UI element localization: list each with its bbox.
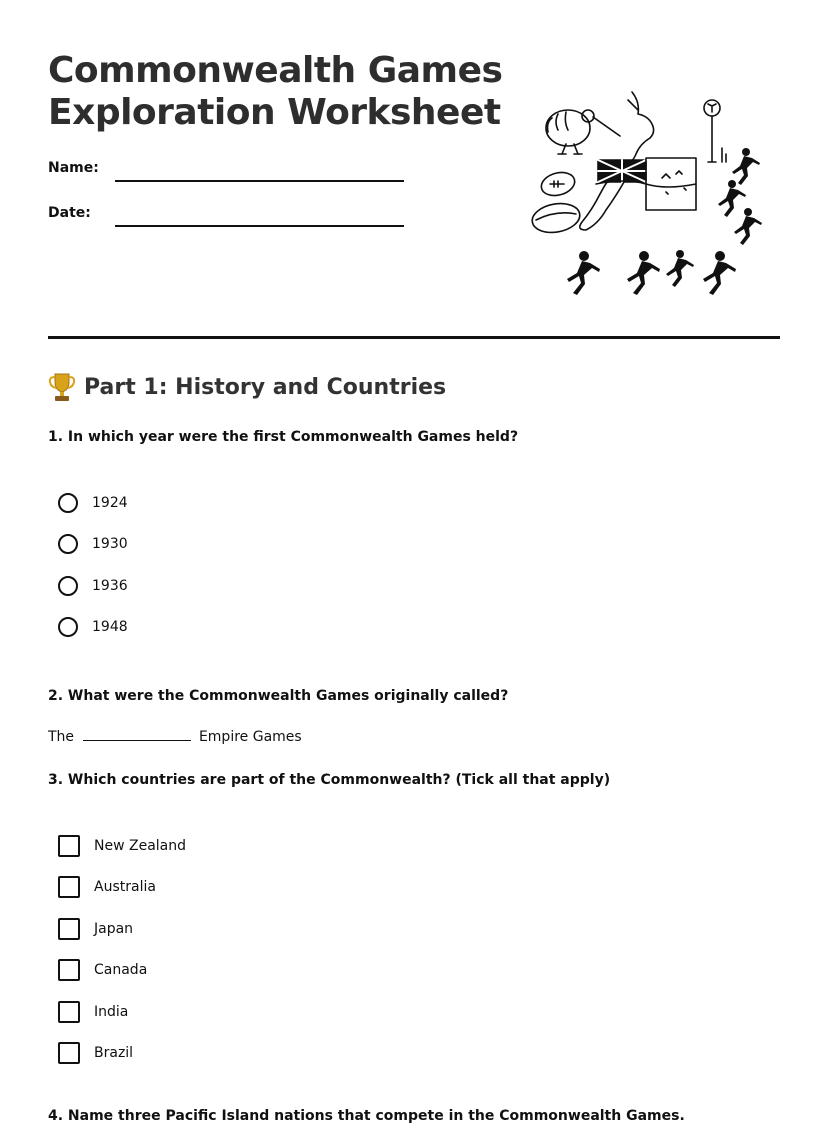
section-heading-label: Part 1: History and Countries — [84, 374, 447, 400]
trophy-icon — [48, 372, 76, 402]
section-heading — [48, 372, 446, 402]
title-line-1: Commonwealth Games — [48, 50, 503, 91]
radio-button[interactable] — [58, 617, 78, 637]
date-label: Date: — [48, 205, 91, 221]
q3-option[interactable] — [58, 959, 147, 981]
option-label: 1924 — [92, 495, 128, 511]
soccer-ball-icon — [704, 100, 726, 162]
blank-prefix: The — [48, 729, 75, 745]
map-icon — [580, 92, 696, 230]
blank-input[interactable] — [83, 728, 191, 741]
q1-option[interactable] — [58, 617, 128, 637]
q1-option[interactable] — [58, 493, 128, 513]
checkbox[interactable] — [58, 835, 80, 857]
checkbox[interactable] — [58, 876, 80, 898]
q3-option[interactable] — [58, 1001, 128, 1023]
option-label: 1948 — [92, 619, 128, 635]
rugby-ball-icon — [530, 169, 582, 236]
question-2: 2. What were the Commonwealth Games originally called? — [48, 688, 509, 704]
q3-option[interactable] — [58, 1042, 133, 1064]
radio-button[interactable] — [58, 493, 78, 513]
blank-suffix: Empire Games — [198, 729, 302, 745]
title-line-2: Exploration Worksheet — [48, 92, 501, 133]
fill-in-blank — [48, 728, 302, 745]
question-1: 1. In which year were the first Commonwealth Games held? — [48, 429, 519, 445]
date-field[interactable] — [115, 225, 404, 227]
option-label: Japan — [94, 921, 134, 937]
q1-option[interactable] — [58, 534, 128, 554]
option-label: Australia — [94, 879, 156, 895]
page-title — [48, 50, 502, 134]
section-divider — [48, 336, 780, 339]
question-4: 4. Name three Pacific Island nations that compete in the Commonwealth Games. — [48, 1108, 685, 1124]
checkbox[interactable] — [58, 1042, 80, 1064]
option-label: 1930 — [92, 536, 128, 552]
kiwi-bird-icon — [546, 110, 620, 154]
runner-icons — [567, 148, 762, 295]
radio-button[interactable] — [58, 534, 78, 554]
q1-option[interactable] — [58, 576, 128, 596]
checkbox[interactable] — [58, 1001, 80, 1023]
option-label: New Zealand — [94, 838, 186, 854]
option-label: India — [94, 1004, 129, 1020]
name-field[interactable] — [115, 180, 404, 182]
commonwealth-illustration — [528, 88, 764, 296]
option-label: Brazil — [94, 1045, 134, 1061]
question-3: 3. Which countries are part of the Commonwealth? (Tick all that apply) — [48, 772, 611, 788]
name-label: Name: — [48, 160, 99, 176]
checkbox[interactable] — [58, 959, 80, 981]
option-label: 1936 — [92, 578, 128, 594]
q3-option[interactable] — [58, 835, 186, 857]
q3-option[interactable] — [58, 876, 156, 898]
option-label: Canada — [94, 962, 148, 978]
q3-option[interactable] — [58, 918, 133, 940]
radio-button[interactable] — [58, 576, 78, 596]
checkbox[interactable] — [58, 918, 80, 940]
